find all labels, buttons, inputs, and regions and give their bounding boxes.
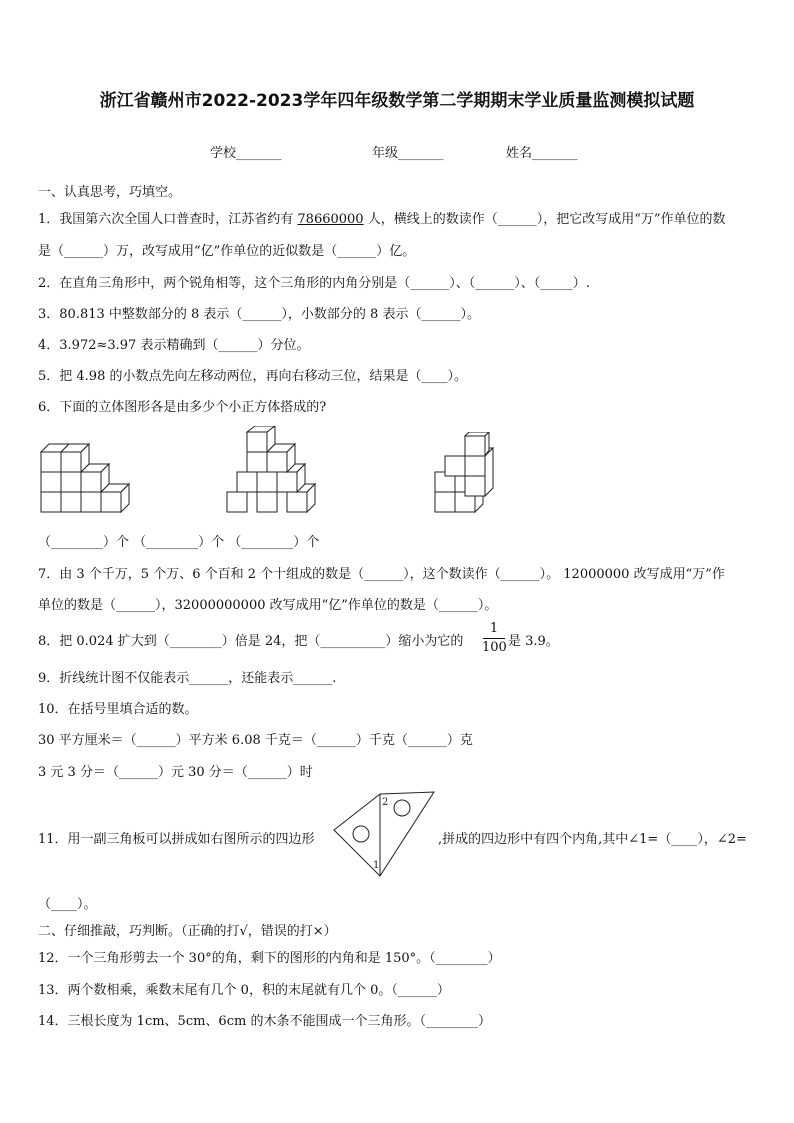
school-field: 学校_______ [210,146,282,161]
name-field: 姓名_______ [506,146,578,161]
angle-1-label: 1 [373,860,380,871]
q1-text-pre: 1．我国第六次全国人口普查时，江苏省约有 [38,212,298,227]
question-11-line-2: （____）。 [38,897,97,912]
question-11-post: ,拼成的四边形中有四个内角,其中∠1=（____），∠2= [438,832,747,847]
fraction-denominator: 100 [482,640,507,655]
fraction-numerator: 1 [489,621,499,636]
question-7-line-2: 单位的数是（______），32000000000 改写成用“亿”作单位的数是（______）。 [38,598,498,613]
question-2: 2．在直角三角形中，两个锐角相等，这个三角形的内角分别是（______）、（______）、（_____）. [38,276,590,291]
grade-field: 年级_______ [372,146,444,161]
question-11-pre: 11．用一副三角板可以拼成如右图所示的四边形 [38,832,315,847]
question-1 [38,208,726,227]
question-3: 3．80.813 中整数部分的 8 表示（______），小数部分的 8 表示（______）。 [38,307,480,322]
question-14: 14．三根长度为 1cm、5cm、6cm 的木条不能围成一个三角形。（________） [38,1014,491,1029]
question-4: 4．3.972≈3.97 表示精确到（______）分位。 [38,338,310,353]
question-10-line-1: 30 平方厘米＝（______）平方米 6.08 千克＝（______）千克（______）克 [38,733,473,748]
angle-2-label: 2 [382,797,389,808]
q1-number: 78660000 [297,212,364,227]
question-8-pre: 8．把 0.024 扩大到（________）倍是 24，把（__________）缩小为它的 [38,634,464,649]
fraction-one-hundredth [482,620,506,657]
section-1-heading: 一、认真思考，巧填空。 [38,185,182,200]
cube-figure-2 [226,426,326,514]
question-5: 5．把 4.98 的小数点先向左移动两位，再向右移动三位，结果是（____）。 [38,369,467,384]
q1-text-post: 人，横线上的数读作（______），把它改写成用“万”作单位的数 [363,212,726,227]
cube-figure-3 [434,432,504,514]
question-9: 9．折线统计图不仅能表示______，还能表示______. [38,671,337,686]
set-square-quadrilateral [332,790,438,880]
section-2-heading: 二、仔细推敲，巧判断。（正确的打√，错误的打×） [38,924,337,939]
question-1-line-2: 是（______）万，改写成用“亿”作单位的近似数是（______）亿。 [38,244,416,259]
question-10: 10．在括号里填合适的数。 [38,702,198,717]
question-8-post: 是 3.9。 [508,634,559,649]
cube-figure-1 [40,432,130,514]
question-13: 13．两个数相乘，乘数末尾有几个 0，积的末尾就有几个 0。（______） [38,983,450,998]
question-10-line-2: 3 元 3 分＝（______）元 30 分＝（______）时 [38,765,313,780]
question-12: 12．一个三角形剪去一个 30°的角，剩下的图形的内角和是 150°。（________） [38,951,501,966]
page-title: 浙江省赣州市2022-2023学年四年级数学第二学期期末学业质量监测模拟试题 [99,91,695,111]
question-6-answers: （________）个 （________）个 （________）个 [38,535,320,550]
question-7: 7．由 3 个千万，5 个万、6 个百和 2 个十组成的数是（______），这个数读作（______）。 12000000 改写成用“万”作 [38,567,725,582]
question-6: 6．下面的立体图形各是由多少个小正方体搭成的? [38,400,327,415]
